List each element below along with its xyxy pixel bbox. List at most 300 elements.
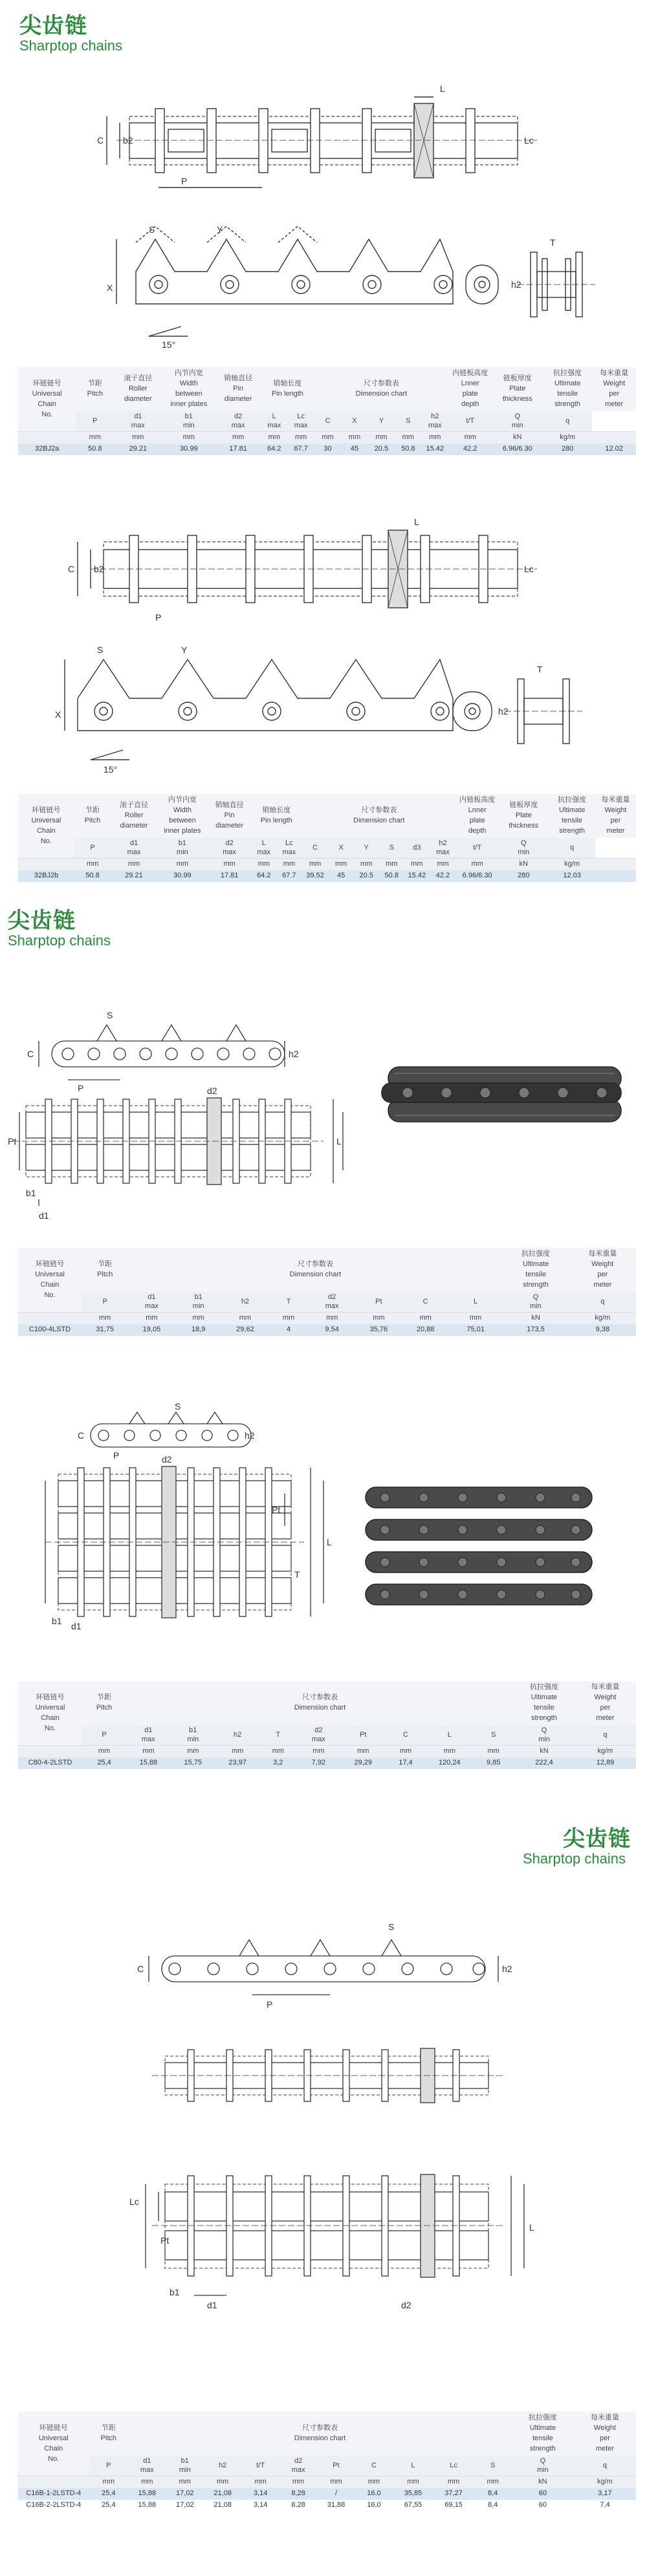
unit: mm [402, 1313, 449, 1324]
sym-d1: d1 max [111, 838, 157, 859]
chain-photo [353, 1474, 611, 1629]
sym-p: P [82, 1292, 128, 1313]
col-tensile: 抗拉强度 Ultimate tensile strength [514, 1681, 575, 1725]
cell: 25,4 [89, 2500, 129, 2511]
cell: 20.5 [368, 444, 395, 455]
unit: mm [456, 859, 498, 870]
sym-s: S [379, 838, 404, 859]
dim-label-b2: b2 [123, 135, 133, 145]
sym-qw: q [574, 2456, 636, 2476]
col-tensile: 抗拉强度 Ultimate tensile strength [549, 794, 595, 838]
sym-l: L [449, 1292, 503, 1313]
cell: 30.99 [157, 870, 208, 882]
unit: mm [74, 859, 111, 870]
dim-label-d2: d2 [207, 1086, 217, 1096]
dim-label-b1: b1 [52, 1616, 62, 1626]
sym-c: C [302, 838, 328, 859]
unit: mm [341, 432, 367, 444]
unit: mm [126, 1746, 171, 1757]
col-dim: 尺寸参数表 Dimension chart [126, 1681, 514, 1725]
sharptop-chain-drawing-3 [0, 983, 362, 1235]
sharptop-chain-drawing-4 [0, 1403, 362, 1675]
unit: mm [329, 859, 354, 870]
col-pitch: 节距 Pitch [82, 1681, 126, 1725]
cell: 8,28 [280, 2500, 317, 2511]
dim-label-y: Y [217, 224, 223, 235]
col-chain-no: 环链链号 Universal Chain No. [18, 2412, 89, 2476]
cell: 67.7 [287, 444, 314, 455]
unit: mm [379, 859, 404, 870]
dim-label-d2: d2 [162, 1454, 172, 1465]
sym-p: P [76, 411, 114, 432]
dim-label-x: X [107, 283, 113, 293]
col-dim: 尺寸参数表 Dimension chart [128, 2412, 512, 2456]
dim-label-s: S [149, 224, 155, 235]
spec-table-1 [18, 367, 636, 455]
sym-d1: d1 max [128, 2456, 166, 2476]
unit: mm [82, 1746, 126, 1757]
cell: C80-4-2LSTD [18, 1757, 82, 1769]
cell: 20,88 [402, 1324, 449, 1336]
dim-label-c: C [137, 1964, 144, 1974]
col-tensile: 抗拉强度 Ultimate tensile strength [502, 1248, 569, 1292]
sym-d1: d1 max [126, 1725, 171, 1746]
unit: mm [157, 859, 208, 870]
sym-qw: q [569, 1292, 636, 1313]
sym-p: P [74, 838, 111, 859]
section-3 [0, 899, 647, 1364]
cell: 15,75 [171, 1757, 215, 1769]
unit: mm [426, 1746, 473, 1757]
unit: mm [355, 1313, 402, 1324]
col-chain-no: 环链链号 Universal Chain No. [18, 367, 76, 432]
cell: 15.42 [404, 870, 430, 882]
unit: mm [393, 2476, 433, 2488]
col-pinlen: 销轴长度 Pin length [261, 367, 314, 411]
unit: mm [317, 2476, 355, 2488]
cell: 67.7 [276, 870, 302, 882]
cell: 50.8 [379, 870, 404, 882]
unit: mm [269, 1313, 309, 1324]
cell: 25,4 [89, 2488, 129, 2500]
cell: 60 [512, 2488, 574, 2500]
col-dim: 尺寸参数表 Dimension chart [314, 367, 448, 411]
cell: C16B-1-2LSTD-4 [18, 2488, 89, 2500]
dim-label-pt: Pt [8, 1136, 17, 1146]
cell: 17,02 [166, 2488, 204, 2500]
dim-label-l: L [414, 517, 419, 527]
unit: mm [128, 2476, 166, 2488]
cell: 45 [329, 870, 354, 882]
cell: 45 [341, 444, 367, 455]
col-weight: 每米重量 Weight per meter [569, 1248, 636, 1292]
unit: kg/m [549, 859, 595, 870]
dim-label-t: T [537, 664, 543, 674]
dim-label-d2: d2 [401, 2300, 411, 2310]
unit: kN [514, 1746, 575, 1757]
cell: 16,0 [355, 2500, 393, 2511]
dim-label-s: S [107, 1010, 113, 1020]
cell: 12,89 [575, 1757, 636, 1769]
cell: C16B-2-2LSTD-4 [18, 2500, 89, 2511]
cell: 31,75 [82, 1324, 128, 1336]
sym-l: L max [251, 838, 276, 859]
cell: C100-4LSTD [18, 1324, 82, 1336]
sym-b1: b1 min [166, 2456, 204, 2476]
cell: 3,17 [574, 2488, 636, 2500]
dim-label-lc: Lc [129, 2196, 139, 2207]
dim-label-lc: Lc [524, 135, 534, 145]
sym-b1: b1 min [175, 1292, 222, 1313]
sym-y: Y [368, 411, 395, 432]
table-row [18, 1757, 636, 1769]
cell: 75,01 [449, 1324, 503, 1336]
sym-q: Q min [498, 838, 549, 859]
page-title-cn: 尖齿链 [8, 908, 76, 934]
sym-y: Y [354, 838, 379, 859]
cell: 39.52 [302, 870, 328, 882]
sym-lc: Lc [433, 2456, 474, 2476]
cell: 37,27 [433, 2488, 474, 2500]
sym-p: P [89, 2456, 129, 2476]
col-depth: 内链板高度 Lnner plate depth [456, 794, 498, 838]
unit: mm [448, 432, 492, 444]
cell: 9,54 [309, 1324, 355, 1336]
sym-h2: h2 max [422, 411, 448, 432]
unit: mm [241, 2476, 279, 2488]
unit: mm [215, 1746, 260, 1757]
cell: 42.2 [430, 870, 456, 882]
dim-label-h2: h2 [289, 1049, 299, 1059]
unit: mm [386, 1746, 426, 1757]
dim-label-d1: d1 [207, 2300, 217, 2310]
cell: 17,02 [166, 2500, 204, 2511]
cell: 30.99 [162, 444, 215, 455]
col-weight: 每米重量 Weight per meter [592, 367, 636, 411]
sym-s: S [395, 411, 421, 432]
cell: 31,88 [317, 2500, 355, 2511]
cell: 29.21 [114, 444, 162, 455]
dim-label-l: L [529, 2222, 534, 2233]
col-thick: 链板厚度 Plate thickness [498, 794, 549, 838]
sym-h2: h2 [215, 1725, 260, 1746]
cell: 8,28 [280, 2488, 317, 2500]
cell: 64.2 [251, 870, 276, 882]
sym-d2: d2 max [296, 1725, 341, 1746]
cell: 25,4 [82, 1757, 126, 1769]
dim-label-c: C [68, 564, 75, 574]
sym-c: C [355, 2456, 393, 2476]
col-pitch: 节距 Pitch [76, 367, 114, 411]
unit: mm [302, 859, 328, 870]
dim-label-c: C [78, 1430, 85, 1441]
cell: 50.8 [74, 870, 111, 882]
sym-d1: d1 max [128, 1292, 175, 1313]
sym-h2: h2 max [430, 838, 456, 859]
section-1 [0, 0, 647, 453]
cell: 7,4 [574, 2500, 636, 2511]
dim-label-angle: 15° [104, 764, 118, 775]
sym-t: t/T [448, 411, 492, 432]
cell: 4 [269, 1324, 309, 1336]
sym-t: t/T [456, 838, 498, 859]
unit: mm [449, 1313, 503, 1324]
unit: mm [215, 432, 261, 444]
unit: mm [473, 1746, 514, 1757]
sym-d3: d3 [404, 838, 430, 859]
unit: mm [175, 1313, 222, 1324]
sym-pt: Pt [355, 1292, 402, 1313]
unit: kN [498, 859, 549, 870]
unit: mm [474, 2476, 512, 2488]
cell: 6.96/6.30 [456, 870, 498, 882]
dim-label-d1: d1 [39, 1210, 49, 1221]
col-width: 内节内宽 Width between inner plates [157, 794, 208, 838]
cell: 120,24 [426, 1757, 473, 1769]
spec-table-4 [18, 1681, 636, 1769]
cell: 9,85 [473, 1757, 514, 1769]
section-5 [0, 1817, 647, 2576]
cell: 7,92 [296, 1757, 341, 1769]
unit: kN [512, 2476, 574, 2488]
sym-d2: d2 max [215, 411, 261, 432]
cell: 32BJ2b [18, 870, 74, 882]
col-pitch: 节距 Pitch [82, 1248, 128, 1292]
cell: 20.5 [354, 870, 379, 882]
cell: 29,29 [341, 1757, 386, 1769]
sym-l: L [426, 1725, 473, 1746]
chain-photo [375, 1047, 634, 1144]
col-pitch: 节距 Pitch [74, 794, 111, 838]
page-title-en: Sharptop chains [523, 1851, 626, 1867]
dim-label-h2: h2 [498, 706, 509, 716]
sym-q: Q min [492, 411, 543, 432]
sym-x: X [341, 411, 367, 432]
sym-s: S [473, 1725, 514, 1746]
cell: 69,15 [433, 2500, 474, 2511]
col-roller: 滚子直径 Roller diameter [114, 367, 162, 411]
sym-qw: q [549, 838, 595, 859]
page-title-cn: 尖齿链 [19, 13, 87, 39]
dim-label-h2: h2 [502, 1964, 512, 1974]
cell: 15,88 [128, 2488, 166, 2500]
sym-pt: Pt [317, 2456, 355, 2476]
cell: 12.02 [592, 444, 636, 455]
sym-q: Q min [502, 1292, 569, 1313]
cell: 3,14 [241, 2488, 279, 2500]
cell: 30 [314, 444, 341, 455]
unit: mm [162, 432, 215, 444]
sym-qw: q [543, 411, 592, 432]
unit: kg/m [574, 2476, 636, 2488]
cell: 29,62 [222, 1324, 269, 1336]
col-pitch: 节距 Pitch [89, 2412, 129, 2456]
section-2 [0, 491, 647, 892]
col-chain-no: 环链链号 Universal Chain No. [18, 1248, 82, 1313]
cell: 8,4 [474, 2488, 512, 2500]
cell: 12.03 [549, 870, 595, 882]
unit: mm [341, 1746, 386, 1757]
unit: mm [260, 1746, 296, 1757]
unit: mm [430, 859, 456, 870]
cell: 35,85 [393, 2488, 433, 2500]
sym-qw: q [575, 1725, 636, 1746]
col-width: 内节内宽 Width between inner plates [162, 367, 215, 411]
sym-b1: b1 min [171, 1725, 215, 1746]
cell: 8,4 [474, 2500, 512, 2511]
cell: 6.96/6.30 [492, 444, 543, 455]
unit: mm [208, 859, 251, 870]
dim-label-p: P [155, 612, 162, 623]
col-roller: 滚子直径 Roller diameter [111, 794, 157, 838]
spec-table-3 [18, 1248, 636, 1336]
dim-label-p: P [267, 1999, 273, 2010]
cell: 18,9 [175, 1324, 222, 1336]
sym-d2: d2 max [309, 1292, 355, 1313]
dim-label-d1: d1 [71, 1621, 82, 1631]
cell: 35,76 [355, 1324, 402, 1336]
dim-label-s: S [175, 1403, 181, 1411]
unit: mm [204, 2476, 241, 2488]
cell: 17.81 [208, 870, 251, 882]
unit: mm [261, 432, 287, 444]
table-row [18, 870, 636, 882]
table-row [18, 2500, 636, 2511]
unit: mm [89, 2476, 129, 2488]
unit: mm [296, 1746, 341, 1757]
cell: 29.21 [111, 870, 157, 882]
sym-d1: d1 max [114, 411, 162, 432]
dim-label-c: C [97, 135, 104, 145]
col-chain-no: 环链链号 Universal Chain No. [18, 1681, 82, 1746]
sharptop-chain-drawing-5 [0, 1882, 647, 2392]
sym-s: S [474, 2456, 512, 2476]
cell: 17,4 [386, 1757, 426, 1769]
col-dim: 尺寸参数表 Dimension chart [302, 794, 456, 838]
dim-label-p: P [181, 176, 188, 186]
unit: mm [171, 1746, 215, 1757]
cell: 3,14 [241, 2500, 279, 2511]
sym-t: T [260, 1725, 296, 1746]
spec-table-2 [18, 794, 636, 882]
sym-h2: h2 [204, 2456, 241, 2476]
sharptop-chain-drawing-1 [0, 78, 647, 362]
unit: kg/m [543, 432, 592, 444]
col-dim: 尺寸参数表 Dimension chart [128, 1248, 502, 1292]
cell: 280 [498, 870, 549, 882]
cell: 64.2 [261, 444, 287, 455]
unit: mm [287, 432, 314, 444]
dim-label-b1: b1 [26, 1188, 36, 1198]
dim-label-l: L [327, 1537, 332, 1547]
unit: mm [433, 2476, 474, 2488]
unit: mm [222, 1313, 269, 1324]
unit: mm [309, 1313, 355, 1324]
sym-l: L [393, 2456, 433, 2476]
spec-table-5 [18, 2412, 636, 2511]
cell: 17.81 [215, 444, 261, 455]
sym-q: Q min [514, 1725, 575, 1746]
cell: 42.2 [448, 444, 492, 455]
page-title-cn: 尖齿链 [563, 1826, 631, 1852]
cell: 67,55 [393, 2500, 433, 2511]
sym-t: t/T [241, 2456, 279, 2476]
cell: 23,97 [215, 1757, 260, 1769]
cell: 15,88 [126, 1757, 171, 1769]
col-weight: 每米重量 Weight per meter [574, 2412, 636, 2456]
unit: mm [354, 859, 379, 870]
cell: 21,08 [204, 2488, 241, 2500]
dim-label-t: T [294, 1569, 300, 1580]
sym-h2: h2 [222, 1292, 269, 1313]
dim-label-y: Y [181, 645, 188, 655]
sym-l: L max [261, 411, 287, 432]
dim-label-p: P [113, 1450, 120, 1461]
dim-label-s: S [97, 645, 104, 655]
col-weight: 每米重量 Weight per meter [575, 1681, 636, 1725]
cell: 222,4 [514, 1757, 575, 1769]
sym-lc: Lc max [276, 838, 302, 859]
col-tensile: 抗拉强度 Ultimate tensile strength [512, 2412, 574, 2456]
cell: 50.8 [76, 444, 114, 455]
sym-x: X [329, 838, 354, 859]
page-title-en: Sharptop chains [19, 38, 122, 54]
unit: mm [114, 432, 162, 444]
col-pin: 销轴直径 Pin diameter [208, 794, 251, 838]
sym-pt: Pt [341, 1725, 386, 1746]
cell: 16,0 [355, 2488, 393, 2500]
cell: 280 [543, 444, 592, 455]
dim-label-pt: Pt [272, 1505, 281, 1515]
dim-label-h2: h2 [511, 279, 521, 290]
cell: 173,5 [502, 1324, 569, 1336]
unit: kg/m [575, 1746, 636, 1757]
unit: mm [422, 432, 448, 444]
unit: mm [82, 1313, 128, 1324]
cell: 32BJ2a [18, 444, 76, 455]
unit: mm [355, 2476, 393, 2488]
cell: 19,05 [128, 1324, 175, 1336]
dim-label-p: P [78, 1083, 84, 1093]
dim-label-b1: b1 [170, 2287, 180, 2297]
cell: 50.8 [395, 444, 421, 455]
sym-lc: Lc max [287, 411, 314, 432]
col-pinlen: 销轴长度 Pin length [251, 794, 302, 838]
sym-p: P [82, 1725, 126, 1746]
cell: 3,2 [260, 1757, 296, 1769]
unit: mm [404, 859, 430, 870]
unit: mm [276, 859, 302, 870]
unit: kN [492, 432, 543, 444]
sym-t: T [269, 1292, 309, 1313]
dim-label-pt: Pt [160, 2235, 170, 2246]
unit: kN [502, 1313, 569, 1324]
cell: 15,88 [128, 2500, 166, 2511]
dim-label-l: L [336, 1136, 342, 1146]
sym-b1: b1 min [162, 411, 215, 432]
col-thick: 链板厚度 Plate thickness [492, 367, 543, 411]
dim-label-lc: Lc [524, 564, 534, 574]
table-row [18, 1324, 636, 1336]
unit: mm [280, 2476, 317, 2488]
sym-c: C [314, 411, 341, 432]
section-4 [0, 1384, 647, 1804]
unit: mm [128, 1313, 175, 1324]
col-tensile: 抗拉强度 Ultimate tensile strength [543, 367, 592, 411]
table-row [18, 2488, 636, 2500]
unit: mm [166, 2476, 204, 2488]
sym-d2: d2 max [280, 2456, 317, 2476]
